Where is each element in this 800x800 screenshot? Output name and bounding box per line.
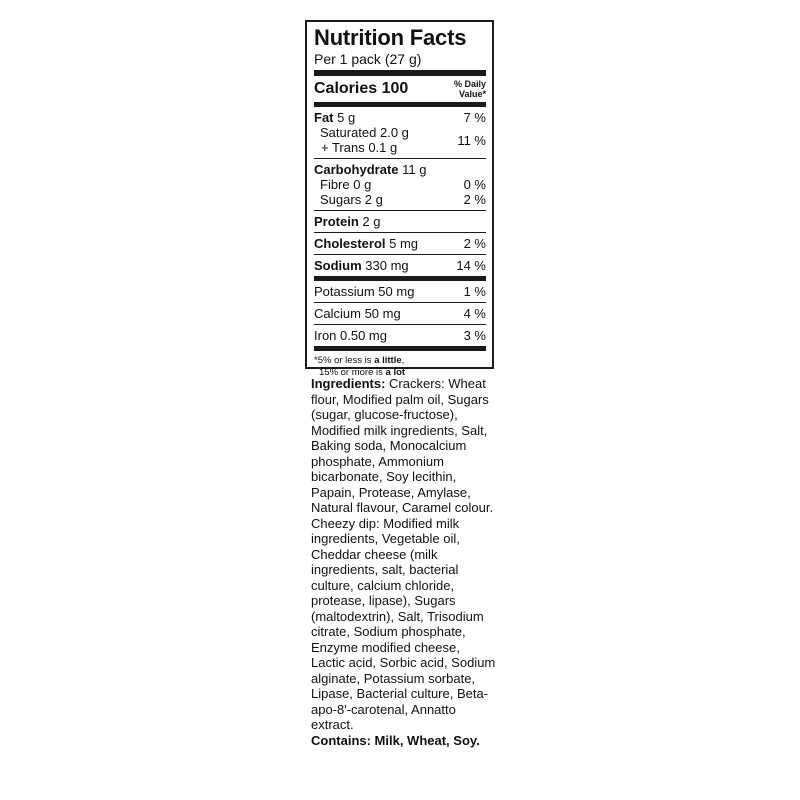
fibre-dv: 0 % <box>463 177 486 192</box>
protein-amount: 2 g <box>362 214 381 229</box>
carbohydrate-amount: 11 g <box>402 162 427 177</box>
ingredients-block <box>311 376 496 748</box>
fat-dv: 7 % <box>463 110 486 125</box>
nutrition-facts-panel <box>305 20 494 378</box>
calories-row <box>314 76 486 102</box>
cholesterol-dv: 2 % <box>463 236 486 251</box>
carbohydrate-name: Carbohydrate <box>314 162 399 177</box>
calories-label: Calories 100 <box>314 80 409 97</box>
daily-value-footnote <box>314 351 486 379</box>
protein-name: Protein <box>314 214 359 229</box>
sugars-label: Sugars 2 g <box>320 192 383 207</box>
iron-dv: 3 % <box>463 328 486 343</box>
iron-label: Iron 0.50 mg <box>314 328 387 343</box>
serving-size: Per 1 pack (27 g) <box>314 51 422 67</box>
footnote-line1-bold: a little <box>374 355 402 366</box>
calcium-group <box>314 303 486 324</box>
potassium-row <box>314 284 486 299</box>
allergen-contains: Contains: Milk, Wheat, Soy. <box>311 732 480 748</box>
calcium-label: Calcium 50 mg <box>314 306 401 321</box>
panel-title: Nutrition Facts <box>314 25 467 50</box>
saturated-dv: 11 % <box>457 132 486 148</box>
calcium-row <box>314 306 486 321</box>
sodium-row <box>314 258 486 273</box>
footnote-line2-bold: a lot <box>385 367 406 378</box>
footnote-line2-prefix: 15% or more is <box>319 367 386 378</box>
sodium-group <box>314 255 486 276</box>
dv-header-line2: Value* <box>458 89 486 99</box>
cholesterol-group <box>314 233 486 254</box>
daily-value-header <box>454 79 486 99</box>
protein-group <box>314 211 486 232</box>
protein-row <box>314 214 486 229</box>
fat-row <box>314 110 486 125</box>
potassium-group <box>314 281 486 302</box>
carbohydrate-group <box>314 159 486 210</box>
trans-label: + Trans 0.1 g <box>321 140 398 155</box>
saturated-label: Saturated 2.0 g <box>320 125 409 140</box>
fibre-label: Fibre 0 g <box>320 177 372 192</box>
ingredients-heading: Ingredients: <box>311 376 386 391</box>
sodium-name: Sodium <box>314 258 362 273</box>
calcium-dv: 4 % <box>463 306 486 321</box>
sugars-row <box>314 192 486 207</box>
iron-group <box>314 325 486 346</box>
ingredients-text: Crackers: Wheat flour, Modified palm oil, Sugars (sugar, glucose-fructose), Modified milk ingredients, Salt, Baking soda, Monocalcium phosphate, Ammonium bicarbonate, Soy lecithin, Papain, Protease, Amylase, Natural flavour, Caramel colour. Cheezy dip: Modified milk ingredients, Vegetable oil, Cheddar cheese (milk ingredients, salt, bacterial culture, calcium chloride, protease, lipase), Sugars (maltodextrin), Salt, Trisodium citrate, Sodium phosphate, Enzyme modified cheese, Lactic acid, Sorbic acid, Sodium alginate, Potassium sorbate, Lipase, Bacterial culture, Beta-apo-8'-carotenal, Annatto extract. <box>311 376 496 732</box>
fibre-row <box>314 177 486 192</box>
iron-row <box>314 328 486 343</box>
potassium-label: Potassium 50 mg <box>314 284 415 299</box>
sugars-dv: 2 % <box>463 192 486 207</box>
potassium-dv: 1 % <box>463 284 486 299</box>
footnote-line1-prefix: *5% or less is <box>314 355 375 366</box>
saturated-row <box>314 125 486 155</box>
dv-header-line1: % Daily <box>453 79 486 89</box>
footnote-line1-suffix: , <box>401 355 405 366</box>
fat-amount: 5 g <box>337 110 356 125</box>
fat-name: Fat <box>314 110 334 125</box>
sodium-amount: 330 mg <box>365 258 409 273</box>
cholesterol-amount: 5 mg <box>389 236 419 251</box>
fat-group <box>314 107 486 158</box>
carbohydrate-row <box>314 162 486 177</box>
sodium-dv: 14 % <box>456 258 486 273</box>
cholesterol-row <box>314 236 486 251</box>
cholesterol-name: Cholesterol <box>314 236 386 251</box>
